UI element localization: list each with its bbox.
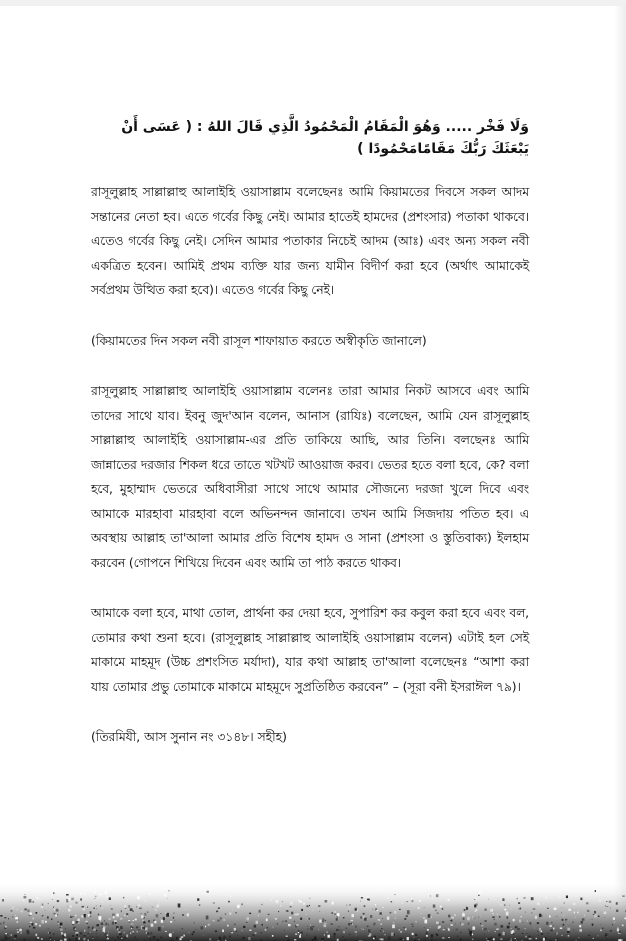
grunge-border-decoration — [0, 881, 626, 941]
arabic-heading: وَلَا فَخْر ..... وَهُوَ الْمَقَامُ الْمَحْمُودُ الَّذِي قَالَ اللهُ : ( عَسَى أَنْ يَبْعَثَكَ رَبُّكَ مَقَامًامَحْمُودًا ) — [121, 119, 529, 157]
paragraph-leader-of-mankind: রাসূলুল্লাহ সাল্লাল্লাহু আলাইহি ওয়াসাল্লাম বলেছেনঃ আমি কিয়ামতের দিবসে সকল আদম সন্তানের নেতা হব। এতে গর্বের কিছু নেই। আমার হাতেই হামদের (প্রশংসার) পতাকা থাকবে। এতেও গর্বের কিছু নেই। সেদিন আমার পতাকার নিচেই আদম (আঃ) এবং অন্য সকল নবী একত্রিত হবেন। আমিই প্রথম ব্যক্তি যার জন্য যামীন বিদীর্ণ করা হবে (অর্থাৎ আমাকেই সর্বপ্রথম উত্থিত করা হবে)। এতেও গর্বের কিছু নেই। — [91, 185, 529, 297]
document-body — [91, 116, 529, 776]
paragraph-maqam-mahmud: আমাকে বলা হবে, মাথা তোল, প্রার্থনা কর দেয়া হবে, সুপারিশ কর কবুল করা হবে এবং বল, তোমার কথা শুনা হবে। (রাসূলুল্লাহ সাল্লাল্লাহু আলাইহি ওয়াসাল্লাম বলেন) এটাই হল সেই মাকামে মাহমূদ (উচ্চ প্রশংসিত মর্যাদা), যার কথা আল্লাহ তা'আলা বলেছেনঃ “আশা করা যায় তোমার প্রভু তোমাকে মাকামে মাহমূদে সুপ্রতিষ্ঠিত করবেন” – (সূরা বনী ইসরাঈল ৭৯)। — [91, 606, 529, 694]
paragraph-reference: (তিরমিযী, আস সুনান নং ৩১৪৮। সহীহ) — [91, 730, 287, 744]
page-edge-shadow — [614, 6, 626, 941]
paragraph-gate-of-paradise: রাসূলুল্লাহ সাল্লাল্লাহু আলাইহি ওয়াসাল্লাম বলেনঃ তারা আমার নিকট আসবে এবং আমি তাদের সাথে যাব। ইবনু জুদ'আন বলেন, আনাস (রাযিঃ) বলেছেন, আমি যেন রাসূলুল্লাহ সাল্লাল্লাহু আলাইহি ওয়াসাল্লাম-এর প্রতি তাকিয়ে আছি, আর তিনি। বলছেনঃ আমি জান্নাতের দরজার শিকল ধরে তাতে খটখট আওয়াজ করব। ভেতর হতে বলা হবে, কে? বলা হবে, মুহাম্মাদ ভেতরে অধিবাসীরা সাথে সাথে আমার সৌজন্যে দরজা খুলে দিবে এবং আমাকে মারহাবা মারহাবা বলে অভিনন্দন জানাবে। তখন আমি সিজদায় পতিত হব। এ অবস্থায় আল্লাহ তা'আলা আমার প্রতি বিশেষ হামদ ও সানা (প্রশংসা ও স্তুতিবাক্য) ইলহাম করবেন (গোপনে শিখিয়ে দিবেন এবং আমি তা পাঠ করতে থাকব। — [91, 384, 529, 570]
paragraph-context-note: (কিয়ামতের দিন সকল নবী রাসূল শাফায়াত করতে অস্বীকৃতি জানালে) — [91, 333, 427, 348]
